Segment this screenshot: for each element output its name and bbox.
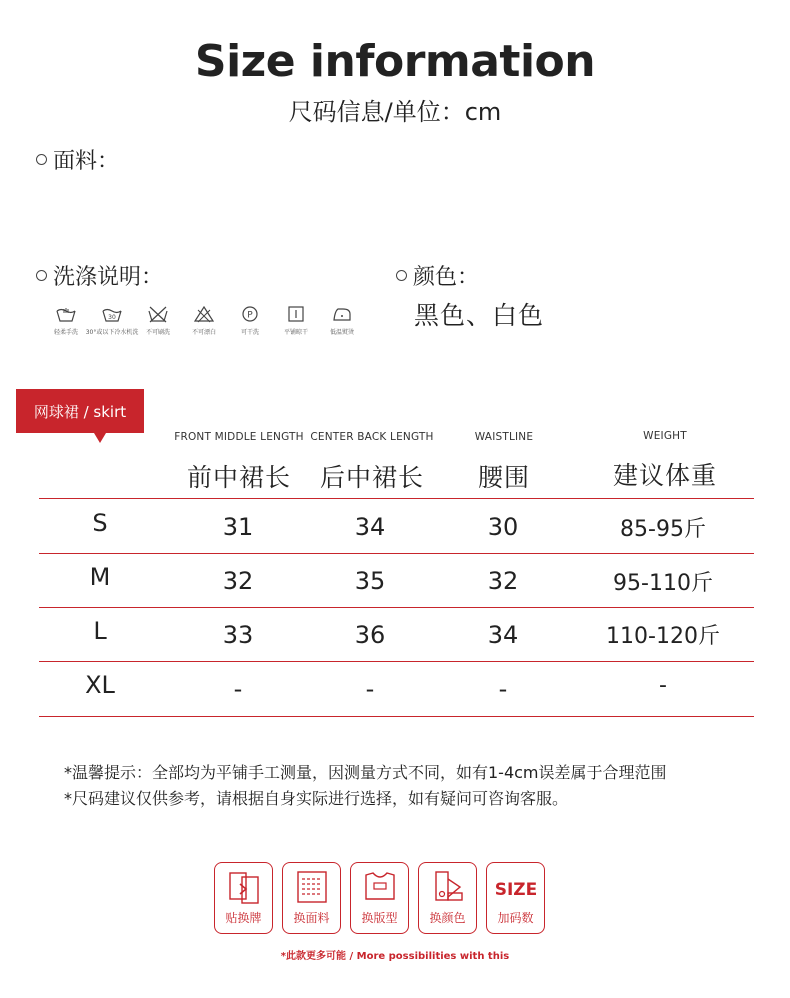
wash-30-icon [101, 305, 123, 323]
colors-label: 颜色： [413, 265, 480, 290]
washing-section [36, 260, 163, 291]
care-item: 30 30°或以下冷水机洗 [94, 305, 130, 336]
care-item: 不可漂白 [186, 305, 222, 336]
product-tag: 网球裙 / skirt [16, 389, 144, 433]
size-cell: M [89, 563, 111, 591]
note-line: *尺码建议仅供参考，请根据自身实际进行选择，如有疑问可咨询客服。 [64, 789, 569, 808]
col-header-cn: 腰围 [477, 463, 530, 492]
col-header-en: WAISTLINE [474, 431, 534, 443]
iron-low-icon [331, 305, 353, 323]
col-header-cn: 前中裙长 [186, 463, 291, 492]
size-cell: L [93, 617, 107, 645]
back-length-cell: - [365, 675, 375, 703]
fabric-swap-icon [292, 869, 332, 905]
colors-value: 黑色、白色 [414, 301, 545, 330]
footer-note: *此款更多可能 / More possibilities with this [280, 951, 510, 962]
table-divider [39, 498, 754, 499]
waist-cell: 32 [487, 567, 519, 595]
weight-cell: 95-110斤 [613, 571, 713, 596]
svg-text:30: 30 [108, 314, 116, 321]
col-header-en: WEIGHT [643, 430, 687, 442]
note-line: *温馨提示：全部均为平铺手工测量，因测量方式不同，如有1-4cm误差属于合理范围 [64, 763, 667, 782]
size-cell: S [92, 509, 108, 537]
service-item: 换面料 [282, 862, 341, 934]
page-title: Size information [194, 36, 596, 87]
size-add-icon [493, 869, 539, 905]
waist-cell: - [498, 675, 508, 703]
weight-cell: 85-95斤 [620, 517, 706, 542]
table-divider [39, 553, 754, 554]
fabric-label: 面料： [53, 149, 120, 174]
care-icons [48, 305, 360, 336]
waist-cell: 30 [487, 513, 519, 541]
weight-cell: 110-120斤 [606, 624, 720, 649]
care-item: P 可干洗 [232, 305, 268, 336]
front-length-cell: 32 [222, 567, 254, 595]
color-swap-icon [428, 869, 468, 905]
back-length-cell: 34 [354, 513, 386, 541]
front-length-cell: - [233, 675, 243, 703]
bullet-icon [396, 270, 407, 281]
care-item: 不可刷洗 [140, 305, 176, 336]
hand-wash-icon [55, 305, 77, 323]
do-not-brush-icon [147, 305, 169, 323]
table-divider [39, 716, 754, 717]
care-item: 低温熨烫 [324, 305, 360, 336]
washing-label: 洗涤说明： [53, 265, 164, 290]
label-swap-icon [224, 869, 264, 905]
bullet-icon [36, 270, 47, 281]
service-icons [214, 862, 545, 934]
weight-cell: - [659, 673, 667, 698]
col-header-en: FRONT MIDDLE LENGTH [174, 431, 304, 443]
table-divider [39, 607, 754, 608]
col-header-cn: 后中裙长 [319, 463, 424, 492]
dry-clean-p-icon [239, 305, 261, 323]
service-item: 贴换牌 [214, 862, 273, 934]
col-header-cn: 建议体重 [612, 461, 717, 490]
col-header-en: CENTER BACK LENGTH [310, 431, 434, 443]
colors-section [396, 260, 479, 291]
waist-cell: 34 [487, 621, 519, 649]
table-divider [39, 661, 754, 662]
care-item: 平铺晾干 [278, 305, 314, 336]
care-item: 轻柔手洗 [48, 305, 84, 336]
size-cell: XL [85, 671, 115, 699]
dry-flat-icon [285, 305, 307, 323]
page-subtitle: 尺码信息/单位：cm [288, 98, 502, 126]
pattern-swap-icon [360, 869, 400, 905]
service-item: SIZE 加码数 [486, 862, 545, 934]
service-item: 换颜色 [418, 862, 477, 934]
front-length-cell: 31 [222, 513, 254, 541]
service-item: 换版型 [350, 862, 409, 934]
do-not-bleach-icon [193, 305, 215, 323]
bullet-icon [36, 154, 47, 165]
svg-text:P: P [247, 310, 253, 321]
back-length-cell: 35 [354, 567, 386, 595]
fabric-section [36, 144, 119, 175]
back-length-cell: 36 [354, 621, 386, 649]
tag-pointer [94, 433, 106, 443]
size-badge-text: SIZE [494, 880, 537, 900]
front-length-cell: 33 [222, 621, 254, 649]
